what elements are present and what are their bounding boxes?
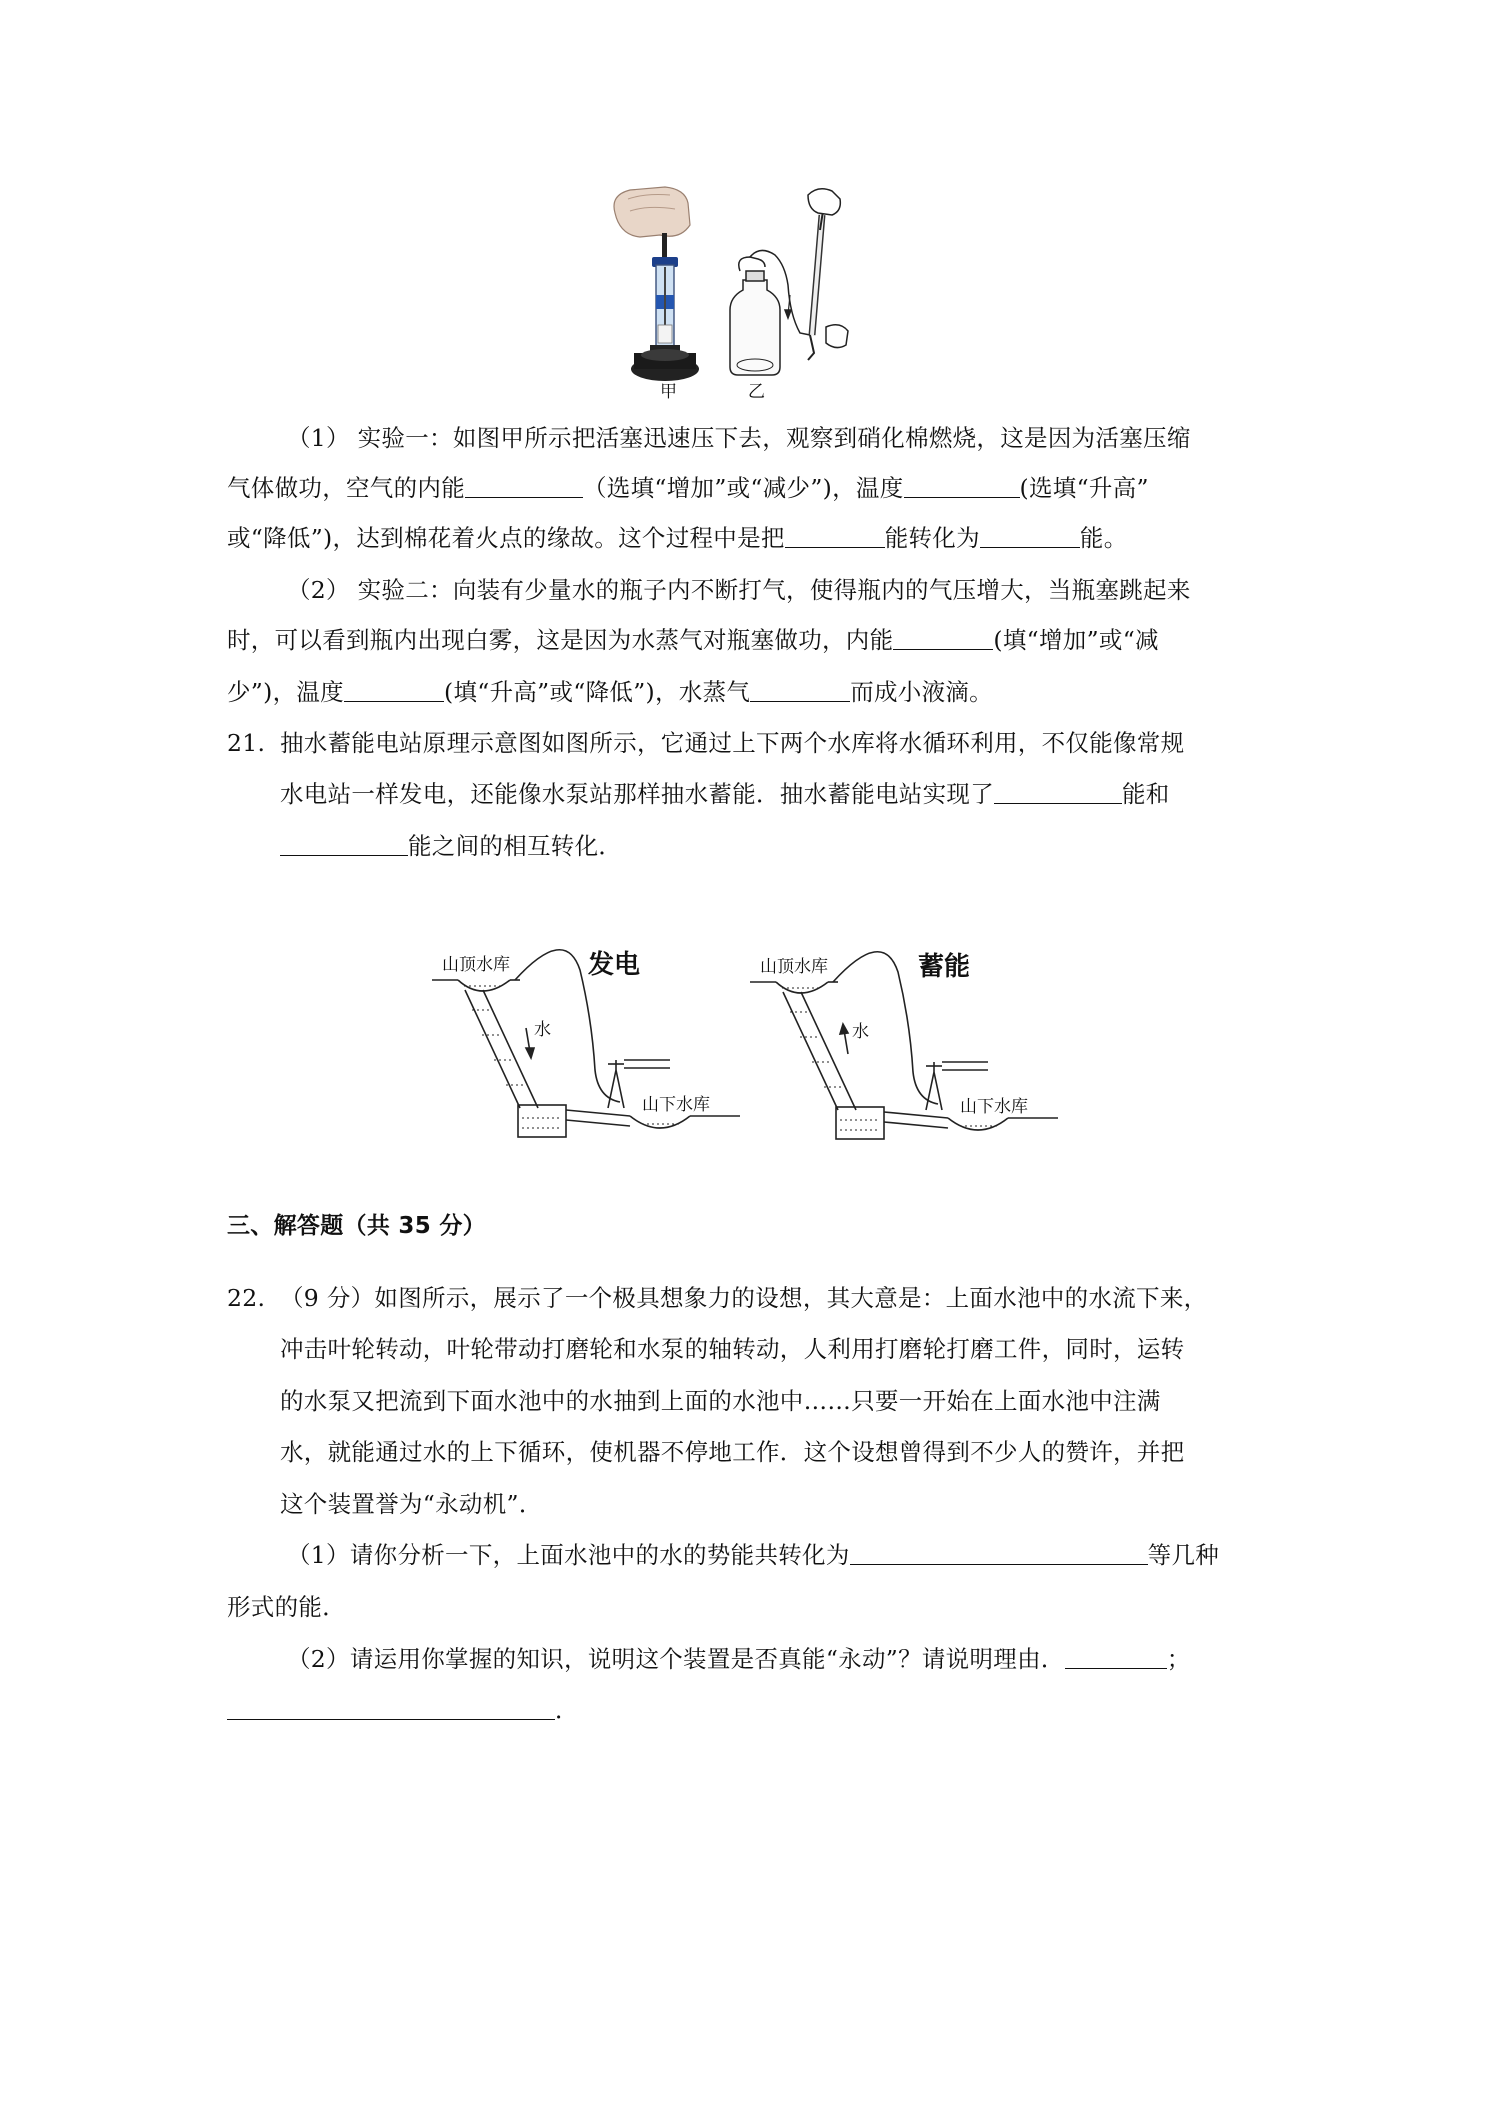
- q22-line4: 水，就能通过水的上下循环，使机器不停地工作．这个设想曾得到不少人的赞许，并把: [280, 1438, 1185, 1466]
- figure-pumped-storage: [420, 930, 1070, 1150]
- title-storage: 蓄能: [918, 952, 971, 982]
- q22-text: ；: [1166, 1645, 1191, 1673]
- q20-text: 能。: [1079, 524, 1128, 552]
- q20-text: (填“增加”或“减: [993, 626, 1159, 654]
- figure-experiments: [600, 185, 880, 410]
- q20-text: （选填“增加”或“减少”)，温度: [583, 474, 904, 502]
- answer-blank: [893, 627, 993, 650]
- q20-text: (选填“升高”: [1019, 474, 1149, 502]
- figure-label-b: 乙: [748, 382, 765, 402]
- label-bottom-reservoir-right: 山下水库: [960, 1097, 1028, 1117]
- figure-label-a: 甲: [660, 382, 677, 402]
- q22-line1: （9 分）如图所示，展示了一个极具想象力的设想，其大意是：上面水池中的水流下来，: [280, 1284, 1208, 1312]
- answer-blank: [227, 1697, 555, 1720]
- answer-blank: [904, 475, 1020, 498]
- answer-blank: [280, 833, 408, 856]
- q22-text: （2）请运用你掌握的知识，说明这个装置是否真能“永动”？请说明理由．: [287, 1645, 1065, 1673]
- q21-number: 21.: [227, 729, 266, 757]
- q22-line2: 冲击叶轮转动，叶轮带动打磨轮和水泵的轴转动，人利用打磨轮打磨工件，同时，运转: [280, 1335, 1185, 1363]
- answer-blank: [750, 679, 850, 702]
- q20-text: 气体做功，空气的内能: [227, 474, 465, 502]
- q22-sub2-line2: [227, 1695, 579, 1725]
- q20-part1-line3: [227, 523, 1128, 553]
- q22-sub1-line2: 形式的能．: [227, 1593, 346, 1621]
- q21-line3: [280, 831, 622, 861]
- q22-text: （1）请你分析一下，上面水池中的水的势能共转化为: [287, 1541, 850, 1569]
- answer-blank: [344, 679, 444, 702]
- q20-text: 或“降低”)，达到棉花着火点的缘故。这个过程中是把: [227, 524, 785, 552]
- label-top-reservoir-left: 山顶水库: [442, 955, 510, 975]
- q20-text: 而成小液滴。: [850, 678, 993, 706]
- q22-line3: 的水泵又把流到下面水池中的水抽到上面的水池中……只要一开始在上面水池中注满: [280, 1387, 1161, 1415]
- label-bottom-reservoir-left: 山下水库: [642, 1095, 710, 1115]
- q22-text: ．: [555, 1696, 579, 1724]
- q21-line2: [280, 779, 1170, 809]
- q21-text: 水电站一样发电，还能像水泵站那样抽水蓄能．抽水蓄能电站实现了: [280, 780, 994, 808]
- q20-part2-line2: [227, 625, 1159, 655]
- q22-sub1-line1: [287, 1540, 1219, 1570]
- section-heading: 三、解答题（共 35 分）: [227, 1213, 486, 1239]
- piston-apparatus-image: [614, 187, 699, 381]
- q21-text: 能之间的相互转化．: [408, 832, 623, 860]
- q22-number: 22.: [227, 1284, 266, 1312]
- q20-part1-line1: （1） 实验一：如图甲所示把活塞迅速压下去，观察到硝化棉燃烧，这是因为活塞压缩: [287, 424, 1191, 452]
- q22-text: 等几种: [1147, 1541, 1220, 1569]
- q20-part2-line1: （2） 实验二：向装有少量水的瓶子内不断打气，使得瓶内的气压增大，当瓶塞跳起来: [287, 576, 1191, 604]
- bottle-pump-image: [730, 189, 848, 375]
- q20-text: 时，可以看到瓶内出现白雾，这是因为水蒸气对瓶塞做功，内能: [227, 626, 894, 654]
- q20-part2-line3: [227, 677, 993, 707]
- q21-line1: 抽水蓄能电站原理示意图如图所示，它通过上下两个水库将水循环利用，不仅能像常规: [280, 729, 1185, 757]
- q20-text: 能转化为: [884, 524, 980, 552]
- q20-text: 少”)，温度: [227, 678, 344, 706]
- q22-sub2-line1: [287, 1644, 1191, 1674]
- label-top-reservoir-right: 山顶水库: [760, 957, 828, 977]
- answer-blank: [850, 1542, 1148, 1565]
- answer-blank: [465, 475, 583, 498]
- title-generation: 发电: [588, 950, 641, 980]
- q20-text: (填“升高”或“降低”)，水蒸气: [443, 678, 751, 706]
- answer-blank: [994, 781, 1122, 804]
- label-water-left: 水: [534, 1020, 551, 1040]
- answer-blank: [1065, 1646, 1167, 1669]
- answer-blank: [980, 525, 1080, 548]
- q22-line5: 这个装置誉为“永动机”．: [280, 1490, 543, 1518]
- q21-text: 能和: [1122, 780, 1170, 808]
- answer-blank: [785, 525, 885, 548]
- label-water-right: 水: [852, 1022, 869, 1042]
- q20-part1-line2: [227, 473, 1149, 503]
